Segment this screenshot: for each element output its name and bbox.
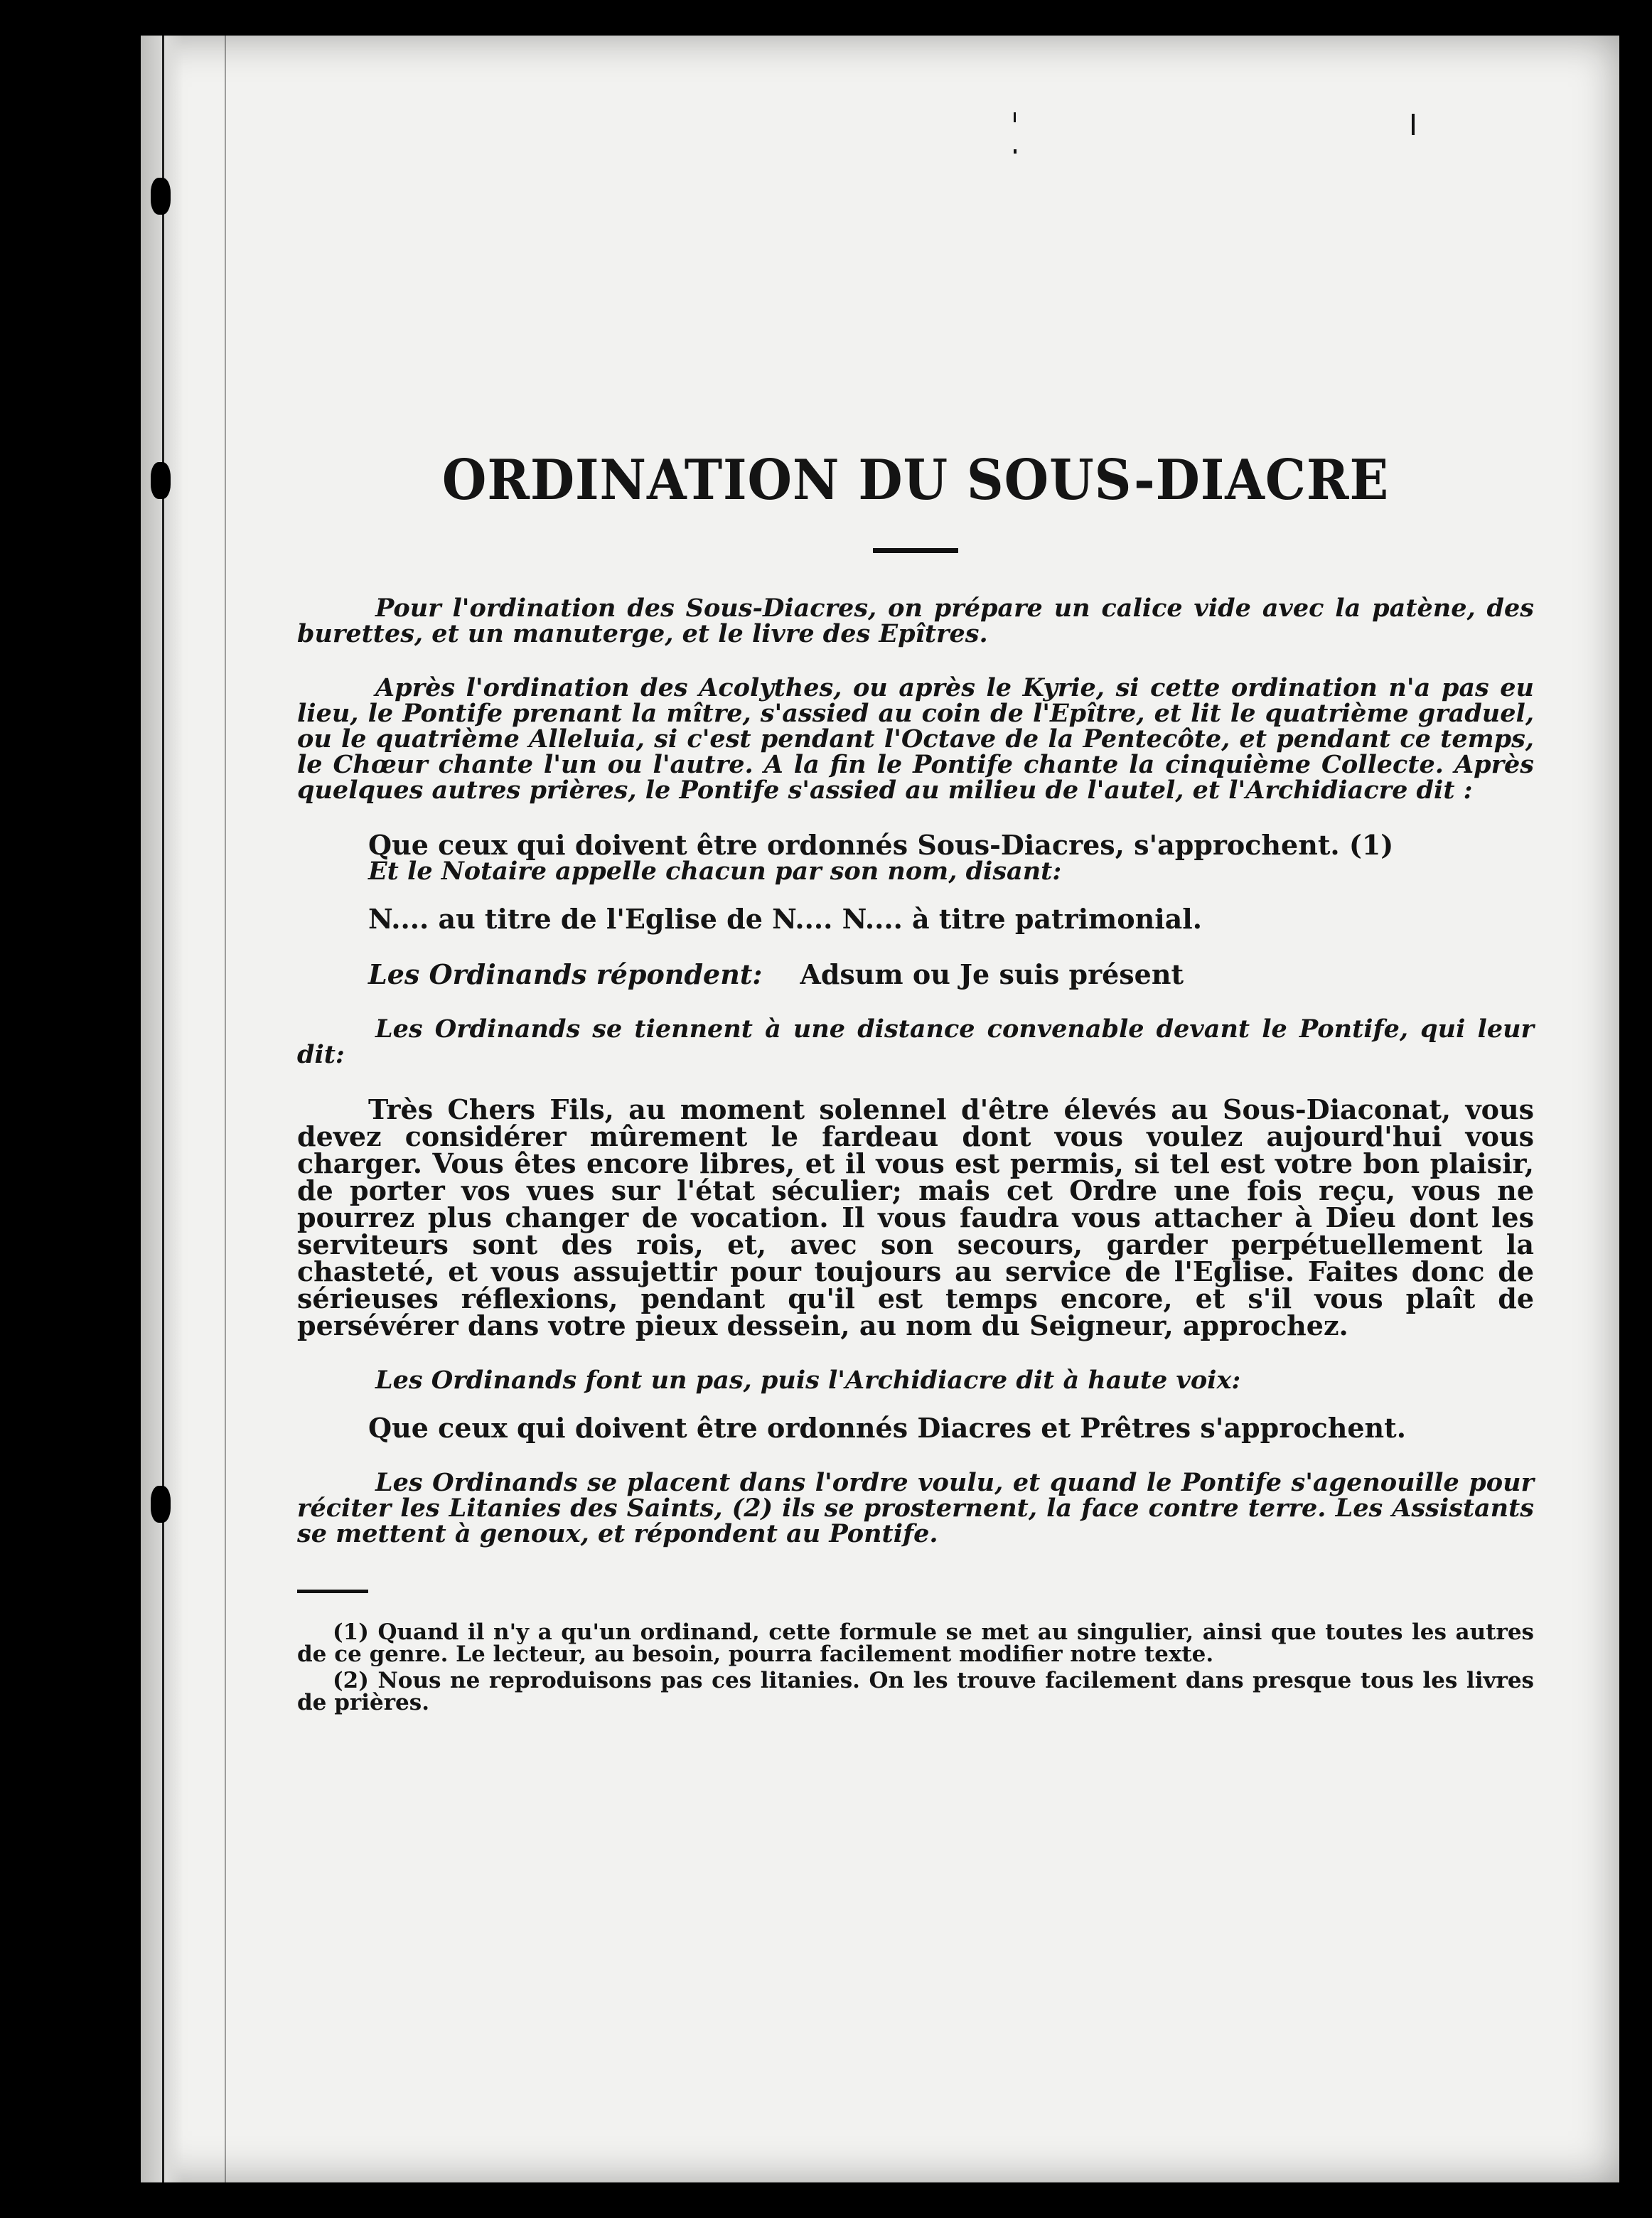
rubric-paragraph: Et le Notaire appelle chacun par son nom, disant:	[368, 857, 1062, 886]
rubric-paragraph: Les Ordinands font un pas, puis l'Archidiacre dit à haute voix:	[375, 1366, 1241, 1395]
rubric-paragraph: Après l'ordination des Acolythes, ou après le Kyrie, si cette ordination n'a pas eu lieu, le Pontife prenant la mître, s'assied au coin de l'Epître, et lit le quatrième graduel, ou le quatrième Alleluia, si c'est pendant l'Octave de la Pentecôte, et pendant ce temps, le Chœur chante l'un ou l'autre. A la fin le Pontife chante la cinquième Collecte. Après quelques autres prières, le Pontife s'assied au milieu de l'autel, et l'Archidiacre dit :	[297, 673, 1534, 805]
rubric-paragraph: Les Ordinands se tiennent à une distance convenable devant le Pontife, qui leur dit:	[297, 1014, 1534, 1069]
response-line	[297, 958, 1534, 990]
scanned-page	[141, 36, 1619, 2182]
binding-line	[225, 36, 226, 2182]
scan-speck	[1014, 149, 1017, 154]
response-text: Adsum ou Je suis présent	[800, 958, 1184, 990]
binding-hole	[151, 1486, 171, 1523]
exhortation-paragraph: Très Chers Fils, au moment solennel d'être élevés au Sous-Diaconat, vous devez considérer mûrement le fardeau dont vous voulez aujourd'hui vous charger. Vous êtes encore libres, et il vous est permis, si tel est votre bon plaisir, de porter vos vues sur l'état séculier; mais cet Ordre une fois reçu, vous ne pourrez plus changer de vocation. Il vous faudra vous attacher à Dieu dont les serviteurs sont des rois, et, avec son secours, garder perpétuellement la chasteté, et vous assujettir pour toujours au service de l'Eglise. Faites donc de sérieuses réflexions, pendant qu'il est temps encore, et s'il vous plaît de persévérer dans votre pieux dessein, au nom du Seigneur, approchez.	[297, 1093, 1534, 1341]
footnote: (1) Quand il n'y a qu'un ordinand, cette formule se met au singulier, ainsi que toutes les autres de ce genre. Le lecteur, au besoin, pourra facilement modifier notre texte.	[297, 1619, 1534, 1667]
title-divider	[873, 548, 958, 553]
footnote: (2) Nous ne reproduisons pas ces litanies. On les trouve facilement dans presque tous les livres de prières.	[297, 1668, 1534, 1715]
page-title: ORDINATION DU SOUS-DIACRE	[441, 448, 1390, 513]
binding-hole	[151, 178, 171, 215]
spoken-text: Que ceux qui doivent être ordonnés Diacres et Prêtres s'approchent.	[368, 1412, 1406, 1444]
scan-speck	[1014, 112, 1016, 122]
binding-line	[162, 36, 164, 2182]
rubric-paragraph: Les Ordinands se placent dans l'ordre voulu, et quand le Pontife s'agenouille pour réciter les Litanies des Saints, (2) ils se prosternent, la face contre terre. Les Assistants se mettent à genoux, et répondent au Pontife.	[297, 1468, 1534, 1548]
scan-speck	[1412, 114, 1415, 135]
rubric-paragraph: Pour l'ordination des Sous-Diacres, on prépare un calice vide avec la patène, des burettes, et un manuterge, et le livre des Epîtres.	[297, 594, 1534, 648]
response-label: Les Ordinands répondent:	[368, 958, 763, 990]
spoken-text: N.... au titre de l'Eglise de N.... N.... à titre patrimonial.	[368, 903, 1202, 935]
binding-hole	[151, 462, 171, 499]
spoken-text: Que ceux qui doivent être ordonnés Sous-Diacres, s'approchent. (1)	[368, 829, 1394, 861]
page-content	[297, 405, 1534, 1718]
footnote-divider	[297, 1590, 368, 1593]
